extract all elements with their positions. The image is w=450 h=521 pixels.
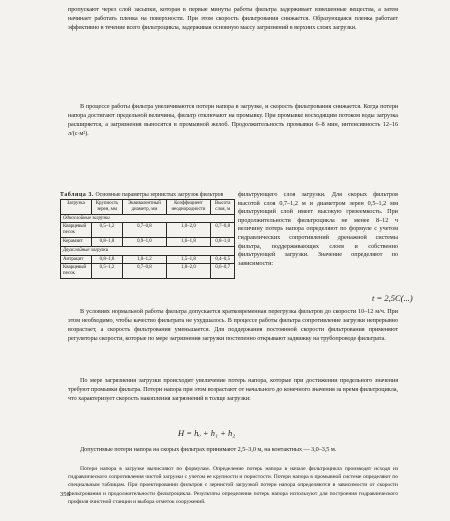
table-header-cell: Коэффициент неоднородности bbox=[166, 200, 211, 215]
table-cell: 0,4–0,5 bbox=[211, 255, 235, 264]
table-subhead: Однослойные загрузки bbox=[61, 214, 235, 223]
page-number: 356 bbox=[60, 491, 70, 498]
table-cell: 0,8–1,0 bbox=[211, 237, 235, 246]
table-cell: 0,7–0,8 bbox=[123, 223, 166, 238]
parameters-table bbox=[60, 199, 235, 279]
table-cell: Кварцевый песок bbox=[61, 264, 92, 279]
table-caption-prefix: Таблица 3. bbox=[60, 192, 95, 198]
table-header-cell: Эквивалентный диаметр, мм bbox=[123, 200, 166, 215]
table-cell: 1,0–1,2 bbox=[123, 255, 166, 264]
table-header-row bbox=[61, 200, 235, 215]
table-cell: Кварцевый песок bbox=[61, 223, 92, 238]
table-subhead-row bbox=[61, 214, 235, 223]
table-header-cell: Крупность зерен, мм bbox=[91, 200, 123, 215]
table-cell: 1,6–1,8 bbox=[166, 237, 211, 246]
table-cell: 0,8–1,8 bbox=[91, 255, 123, 264]
table-cell: 0,8–1,8 bbox=[91, 237, 123, 246]
table-cell: 0,6–0,7 bbox=[211, 264, 235, 279]
table-row bbox=[61, 223, 235, 238]
table-header-cell: Высота слоя, м bbox=[211, 200, 235, 215]
paragraph-4: По мере загрязнения загрузки происходит увеличение потерь напора, которые при достижении предельного значения требуют промывки фильтра. Потери напора при этом возрастают от начального до конечного значения за время фильтроцикла, что характеризует скорость накопления загрязнений в толще загрузки: bbox=[68, 377, 398, 402]
paragraph-6: Потери напора в загрузке вычисляют по формулам. Определение потерь напора в начале фильтроцикла производят исходя из гидравлического сопротивления чистой загрузки с учетом ее крупности и пористости. Потери напора в промывной системе определяют по специальным таблицам. При проектировании фильтров с зернистой загрузкой потери напора определяются в зависимости от скорости фильтрования и продолжительности фильтроцикла. Результаты определения потерь напора используют для построения гидравлического профиля очистной станции и выбора отметок сооружений. bbox=[68, 466, 398, 505]
table-block bbox=[60, 191, 235, 279]
paragraph-1: пропускают через слой засыпки, которая в первые минуты работы фильтра задерживает взвешенные вещества, а затем начинает работать пленка на поверхности. При этом скорость фильтрования снижается. Образующаяся пленка работает эффективно в течение всего фильтроцикла, задерживая основную массу загрязнений в верхних слоях загрузки. bbox=[68, 6, 398, 31]
formula-1: t = 2,5C(...) bbox=[372, 293, 413, 303]
table-caption bbox=[60, 191, 235, 199]
table-cell: Керамзит bbox=[61, 237, 92, 246]
table-row bbox=[61, 237, 235, 246]
paragraph-3: В условиях нормальной работы фильтра допускается кратковременная перегрузка фильтров до скорости 10–12 м/ч. При этом необходимо, чтобы качество фильтрата не ухудшалось. В процессе работы фильтра сопротивление загрузки непрерывно возрастает, а скорость фильтрования уменьшается. Для поддержания постоянной скорости фильтрования применяют регуляторы скорости, которые по мере загрязнения загрузки постепенно открывают задвижку на трубопроводе фильтрата. bbox=[68, 308, 398, 342]
table-cell: 0,5–1,2 bbox=[91, 223, 123, 238]
table-cell: 1,8–2,0 bbox=[166, 264, 211, 279]
table-header-cell: Загрузка bbox=[61, 200, 92, 215]
right-column-text: фильтрующего слоя загрузки. Для скорых фильтров высотой слоя 0,7–1,2 м и диаметром зерен 0,5–1,2 мм фильтрующий слой имеет высокую грязеемкость. При продолжительности фильтроцикла не менее 8–12 ч величину потерь напора определяют по формуле с учетом гидравлических сопротивлений дренажной системы фильтра, поддерживающих слоев и собственно фильтрующей загрузки. Значение определяют по зависимости: bbox=[238, 191, 398, 267]
formula-2: H = hₒ + h₁ + h₂ bbox=[178, 428, 236, 438]
table-cell: 0,5–1,2 bbox=[91, 264, 123, 279]
table-subhead-row bbox=[61, 246, 235, 255]
table-cell: 0,7–0,8 bbox=[123, 264, 166, 279]
table-cell: 1,8–2,0 bbox=[166, 223, 211, 238]
table-row bbox=[61, 255, 235, 264]
table-subhead: Двухслойные загрузки bbox=[61, 246, 235, 255]
paragraph-5: Допустимые потери напора на скорых фильтрах принимают 2,5–3,0 м, на контактных — 3,0–3,5 м. bbox=[80, 446, 337, 453]
table-cell: 0,9–1,0 bbox=[123, 237, 166, 246]
table-row bbox=[61, 264, 235, 279]
table-caption-text: Основные параметры зернистых загрузок фильтров bbox=[95, 192, 224, 198]
table-cell: 0,7–0,8 bbox=[211, 223, 235, 238]
paragraph-2: В процессе работы фильтра увеличиваются потери напора в загрузке, и скорость фильтрования снижается. Когда потери напора достигают предельной величины, фильтр отключают на промывку. При промывке восходящим потоком воды загрузка расширяется, а загрязнения выносятся в промывной желоб. Продолжительность промывки 6–8 мин, интенсивность 12–16 л/(с·м²). bbox=[68, 103, 398, 137]
table-cell: 1,5–1,8 bbox=[166, 255, 211, 264]
table-cell: Антрацит bbox=[61, 255, 92, 264]
